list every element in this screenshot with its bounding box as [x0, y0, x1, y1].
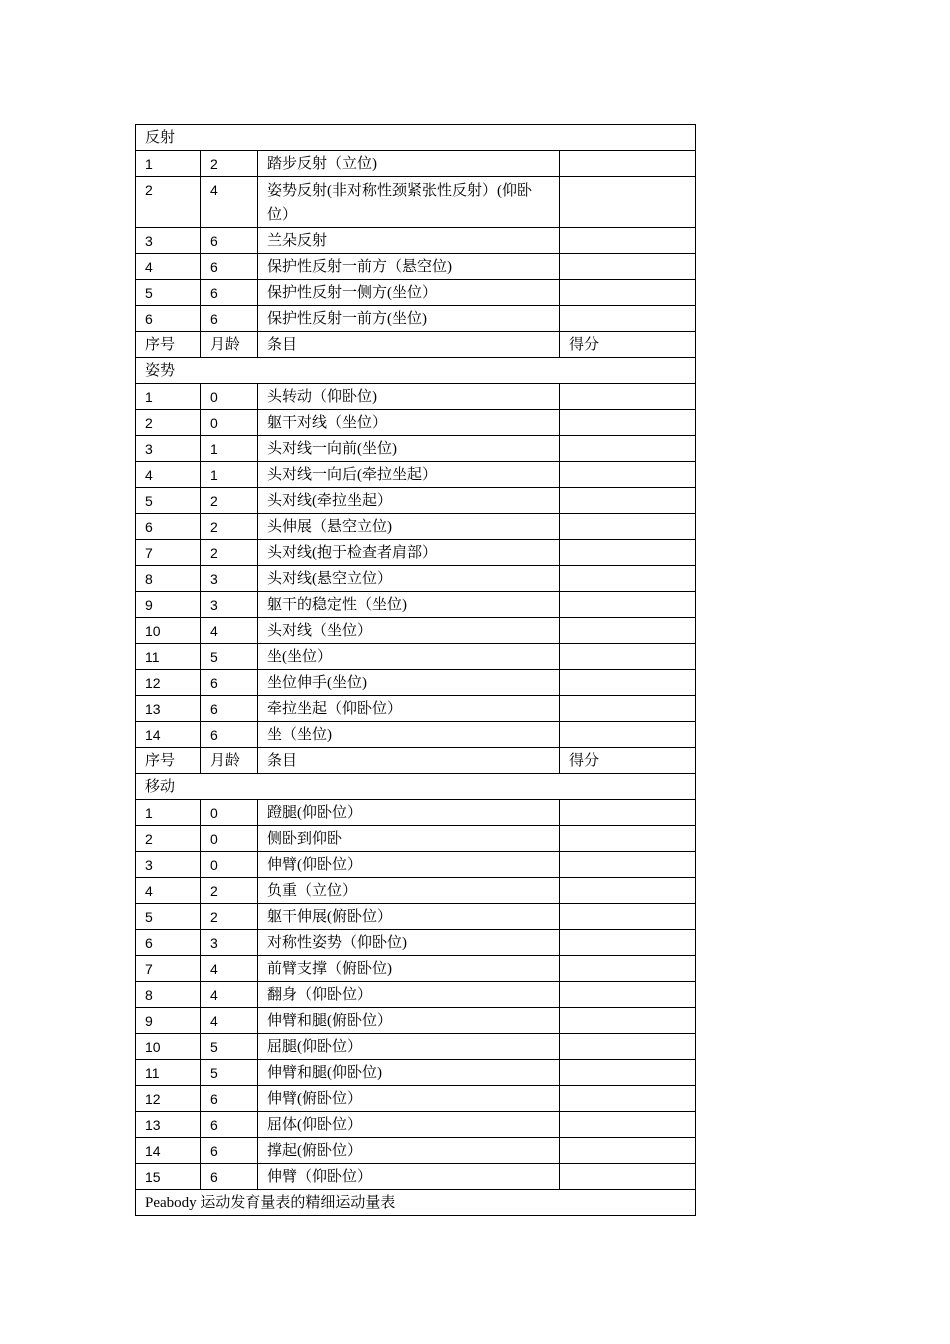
row-number: 2: [136, 177, 201, 228]
header-score: 得分: [560, 332, 696, 358]
column-header-row: [136, 332, 696, 358]
row-number: 14: [136, 722, 201, 748]
row-item: 头转动（仰卧位): [258, 384, 560, 410]
row-item: 前臂支撑（俯卧位): [258, 956, 560, 982]
row-age-months: 0: [201, 826, 258, 852]
table-row: [136, 1008, 696, 1034]
row-item: 坐位伸手(坐位): [258, 670, 560, 696]
row-score[interactable]: [560, 982, 696, 1008]
row-score[interactable]: [560, 852, 696, 878]
header-age: 月龄: [201, 748, 258, 774]
row-score[interactable]: [560, 540, 696, 566]
table-row: [136, 514, 696, 540]
table-row: [136, 280, 696, 306]
row-score[interactable]: [560, 1008, 696, 1034]
row-number: 1: [136, 800, 201, 826]
row-number: 4: [136, 462, 201, 488]
table-row: [136, 1138, 696, 1164]
row-number: 7: [136, 540, 201, 566]
row-number: 15: [136, 1164, 201, 1190]
row-age-months: 2: [201, 151, 258, 177]
table-row: [136, 254, 696, 280]
table-row: [136, 904, 696, 930]
row-item: 撑起(俯卧位）: [258, 1138, 560, 1164]
row-score[interactable]: [560, 306, 696, 332]
header-item: 条目: [258, 332, 560, 358]
table-row: [136, 930, 696, 956]
row-age-months: 1: [201, 462, 258, 488]
row-score[interactable]: [560, 592, 696, 618]
table-row: [136, 1086, 696, 1112]
row-score[interactable]: [560, 228, 696, 254]
table-row: [136, 670, 696, 696]
row-number: 5: [136, 488, 201, 514]
row-number: 11: [136, 1060, 201, 1086]
row-score[interactable]: [560, 151, 696, 177]
row-age-months: 6: [201, 1112, 258, 1138]
row-score[interactable]: [560, 436, 696, 462]
row-number: 6: [136, 306, 201, 332]
row-score[interactable]: [560, 514, 696, 540]
row-item: 伸臂和腿(仰卧位): [258, 1060, 560, 1086]
table-row: [136, 852, 696, 878]
table-row: [136, 618, 696, 644]
row-age-months: 6: [201, 228, 258, 254]
row-number: 12: [136, 670, 201, 696]
header-score: 得分: [560, 748, 696, 774]
row-age-months: 2: [201, 488, 258, 514]
row-age-months: 4: [201, 618, 258, 644]
table-row: [136, 177, 696, 228]
row-number: 11: [136, 644, 201, 670]
row-number: 1: [136, 151, 201, 177]
row-number: 13: [136, 696, 201, 722]
row-number: 7: [136, 956, 201, 982]
row-item: 坐(坐位）: [258, 644, 560, 670]
row-item: 对称性姿势（仰卧位): [258, 930, 560, 956]
table-row: [136, 982, 696, 1008]
row-number: 9: [136, 1008, 201, 1034]
header-age: 月龄: [201, 332, 258, 358]
row-item: 伸臂(仰卧位）: [258, 852, 560, 878]
table-row: [136, 151, 696, 177]
row-number: 4: [136, 254, 201, 280]
row-item: 保护性反射一侧方(坐位）: [258, 280, 560, 306]
row-item: 头对线(抱于检查者肩部）: [258, 540, 560, 566]
table-row: [136, 800, 696, 826]
table-row: [136, 228, 696, 254]
section-title: 移动: [136, 774, 696, 800]
row-score[interactable]: [560, 904, 696, 930]
table-row: [136, 956, 696, 982]
row-score[interactable]: [560, 1086, 696, 1112]
table-row: [136, 1164, 696, 1190]
row-number: 10: [136, 1034, 201, 1060]
row-number: 8: [136, 566, 201, 592]
row-age-months: 2: [201, 514, 258, 540]
row-age-months: 4: [201, 1008, 258, 1034]
row-number: 3: [136, 852, 201, 878]
row-item: 兰朵反射: [258, 228, 560, 254]
row-item: 伸臂(俯卧位）: [258, 1086, 560, 1112]
row-age-months: 0: [201, 384, 258, 410]
row-age-months: 2: [201, 904, 258, 930]
row-score[interactable]: [560, 177, 696, 228]
column-header-row: [136, 748, 696, 774]
header-no: 序号: [136, 332, 201, 358]
row-item: 屈体(仰卧位）: [258, 1112, 560, 1138]
section-title-row: [136, 358, 696, 384]
section-title: 姿势: [136, 358, 696, 384]
row-number: 3: [136, 436, 201, 462]
table-row: [136, 644, 696, 670]
row-item: 头对线一向前(坐位): [258, 436, 560, 462]
row-score[interactable]: [560, 722, 696, 748]
row-number: 4: [136, 878, 201, 904]
row-age-months: 6: [201, 722, 258, 748]
row-score[interactable]: [560, 930, 696, 956]
footer-row: [136, 1190, 696, 1216]
row-score[interactable]: [560, 878, 696, 904]
table-row: [136, 1060, 696, 1086]
table-row: [136, 566, 696, 592]
table-row: [136, 592, 696, 618]
row-item: 头对线（坐位）: [258, 618, 560, 644]
row-item: 伸臂（仰卧位）: [258, 1164, 560, 1190]
row-number: 1: [136, 384, 201, 410]
row-item: 侧卧到仰卧: [258, 826, 560, 852]
table-row: [136, 722, 696, 748]
row-age-months: 3: [201, 566, 258, 592]
row-number: 5: [136, 904, 201, 930]
section-title: 反射: [136, 125, 696, 151]
row-score[interactable]: [560, 1060, 696, 1086]
row-age-months: 5: [201, 1034, 258, 1060]
table-row: [136, 436, 696, 462]
row-score[interactable]: [560, 1112, 696, 1138]
row-number: 2: [136, 826, 201, 852]
row-number: 9: [136, 592, 201, 618]
row-age-months: 6: [201, 306, 258, 332]
section-title-row: [136, 125, 696, 151]
row-item: 姿势反射(非对称性颈紧张性反射）(仰卧位）: [258, 177, 560, 228]
row-age-months: 4: [201, 177, 258, 228]
row-age-months: 3: [201, 592, 258, 618]
row-age-months: 1: [201, 436, 258, 462]
row-item: 保护性反射一前方(坐位): [258, 306, 560, 332]
row-item: 保护性反射一前方（悬空位): [258, 254, 560, 280]
row-score[interactable]: [560, 618, 696, 644]
row-item: 伸臂和腿(俯卧位）: [258, 1008, 560, 1034]
row-score[interactable]: [560, 956, 696, 982]
row-number: 12: [136, 1086, 201, 1112]
row-score[interactable]: [560, 1034, 696, 1060]
row-age-months: 2: [201, 878, 258, 904]
row-age-months: 0: [201, 410, 258, 436]
row-number: 6: [136, 514, 201, 540]
row-score[interactable]: [560, 670, 696, 696]
row-number: 3: [136, 228, 201, 254]
row-age-months: 6: [201, 1138, 258, 1164]
row-item: 头对线(悬空立位）: [258, 566, 560, 592]
row-item: 坐（坐位): [258, 722, 560, 748]
header-no: 序号: [136, 748, 201, 774]
row-item: 蹬腿(仰卧位）: [258, 800, 560, 826]
row-score[interactable]: [560, 254, 696, 280]
table-row: [136, 696, 696, 722]
row-item: 踏步反射（立位): [258, 151, 560, 177]
row-age-months: 6: [201, 280, 258, 306]
row-item: 头对线一向后(牵拉坐起）: [258, 462, 560, 488]
row-item: 翻身（仰卧位）: [258, 982, 560, 1008]
row-number: 5: [136, 280, 201, 306]
row-number: 13: [136, 1112, 201, 1138]
row-age-months: 2: [201, 540, 258, 566]
table-row: [136, 384, 696, 410]
row-number: 2: [136, 410, 201, 436]
table-row: [136, 1034, 696, 1060]
row-age-months: 0: [201, 800, 258, 826]
table-row: [136, 1112, 696, 1138]
row-number: 14: [136, 1138, 201, 1164]
row-item: 牵拉坐起（仰卧位）: [258, 696, 560, 722]
row-age-months: 4: [201, 982, 258, 1008]
row-item: 躯干伸展(俯卧位）: [258, 904, 560, 930]
assessment-table: [135, 124, 696, 1216]
row-item: 负重（立位）: [258, 878, 560, 904]
row-score[interactable]: [560, 280, 696, 306]
row-score[interactable]: [560, 826, 696, 852]
row-item: 头对线(牵拉坐起）: [258, 488, 560, 514]
row-score[interactable]: [560, 462, 696, 488]
header-item: 条目: [258, 748, 560, 774]
table-row: [136, 488, 696, 514]
table-row: [136, 462, 696, 488]
row-age-months: 6: [201, 254, 258, 280]
row-age-months: 0: [201, 852, 258, 878]
row-item: 躯干对线（坐位）: [258, 410, 560, 436]
row-age-months: 6: [201, 1086, 258, 1112]
table-row: [136, 306, 696, 332]
row-score[interactable]: [560, 410, 696, 436]
row-age-months: 6: [201, 1164, 258, 1190]
row-age-months: 4: [201, 956, 258, 982]
table-footer-title: Peabody 运动发育量表的精细运动量表: [136, 1190, 696, 1216]
row-score[interactable]: [560, 488, 696, 514]
row-age-months: 5: [201, 1060, 258, 1086]
row-number: 10: [136, 618, 201, 644]
table-row: [136, 540, 696, 566]
row-item: 屈腿(仰卧位）: [258, 1034, 560, 1060]
row-score[interactable]: [560, 696, 696, 722]
row-number: 6: [136, 930, 201, 956]
table-row: [136, 410, 696, 436]
row-age-months: 5: [201, 644, 258, 670]
row-item: 躯干的稳定性（坐位): [258, 592, 560, 618]
row-score[interactable]: [560, 384, 696, 410]
row-score[interactable]: [560, 800, 696, 826]
table-row: [136, 878, 696, 904]
row-item: 头伸展（悬空立位): [258, 514, 560, 540]
row-age-months: 3: [201, 930, 258, 956]
row-score[interactable]: [560, 566, 696, 592]
row-age-months: 6: [201, 670, 258, 696]
table-row: [136, 826, 696, 852]
row-score[interactable]: [560, 1138, 696, 1164]
section-title-row: [136, 774, 696, 800]
row-age-months: 6: [201, 696, 258, 722]
row-number: 8: [136, 982, 201, 1008]
row-score[interactable]: [560, 1164, 696, 1190]
row-score[interactable]: [560, 644, 696, 670]
